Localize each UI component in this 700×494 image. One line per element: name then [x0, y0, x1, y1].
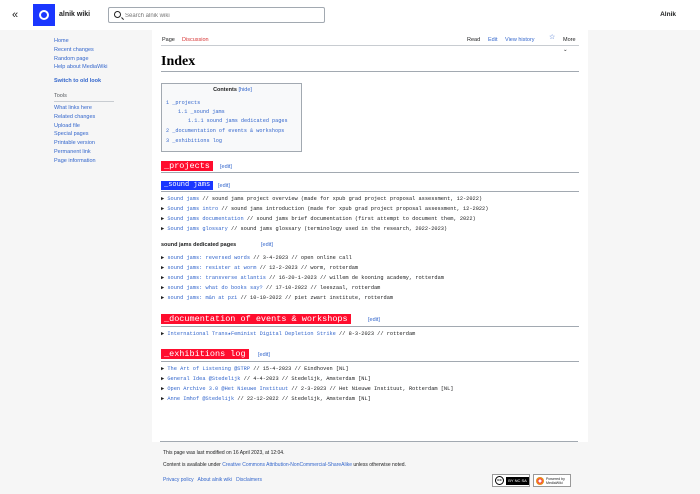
list-item-link[interactable]: Anne Imhof @Stedelijk [167, 396, 235, 402]
list-item-link[interactable]: sound jams: transverse atlantis [167, 275, 266, 281]
site-logo[interactable] [33, 4, 55, 26]
list-item-text: // 10-10-2022 // piet zwart institute, rotterdam [237, 295, 394, 301]
tab-discussion[interactable]: Discussion [182, 37, 209, 43]
list-item-link[interactable]: Sound jams intro [167, 206, 219, 212]
list-item: ▶ sound jams: reversed words // 3-4-2023 // open online call [161, 255, 352, 261]
sidebar-item-recent-changes[interactable]: Recent changes [54, 46, 94, 53]
list-item-text: // 2-3-2023 // Het Nieuwe Instituut, Rotterdam [NL] [288, 386, 454, 392]
edit-section-link[interactable]: [edit] [368, 317, 380, 323]
license-link[interactable]: Creative Commons Attribution-NonCommercial-ShareAlike [222, 462, 352, 468]
toc-item[interactable]: 1.1.1 sound jams dedicated pages [188, 118, 288, 124]
sidebar-item-upload-file[interactable]: Upload file [54, 122, 80, 129]
sidebar-item-page-information[interactable]: Page information [54, 157, 96, 164]
toc-item[interactable]: 1 _projects [166, 100, 201, 106]
section-divider [161, 191, 579, 192]
footer-divider [160, 441, 578, 442]
cc-logo-icon: cc [495, 476, 504, 485]
toc-item[interactable]: 2 _documentation of events & workshops [166, 128, 285, 134]
license-text [163, 462, 406, 468]
site-name[interactable]: alnik wiki [59, 11, 91, 18]
list-item-text: // 3-4-2023 // open online call [250, 255, 352, 261]
list-item-text: // sound jams brief documentation (first attempt to document them, 2022) [243, 216, 476, 222]
license-suffix: unless otherwise noted. [352, 462, 406, 468]
subsubsection-heading-dedicated: sound jams dedicated pages [161, 242, 237, 248]
title-divider [161, 71, 579, 72]
table-of-contents [161, 83, 302, 152]
list-item: ▶ Anne Imhof @Stedelijk // 22-12-2022 // Stedelijk, Amsterdam [NL] [161, 396, 371, 402]
list-item-text: // 15-4-2023 // Eindhoven [NL] [250, 366, 349, 372]
sidebar-item-related-changes[interactable]: Related changes [54, 113, 96, 120]
section-divider [161, 361, 579, 362]
list-item-text: // 16-20-1-2023 // willem de kooning academy, rotterdam [265, 275, 444, 281]
list-item: ▶ sound jams: m&n at pzi // 10-10-2022 // piet zwart institute, rotterdam [161, 295, 394, 301]
tab-read[interactable]: Read [466, 35, 481, 46]
list-item-text: // 17-10-2022 // leeszaal, rotterdam [262, 285, 381, 291]
list-item: ▶ The Art of Listening @STRP // 15-4-2023 // Eindhoven [NL] [161, 366, 349, 372]
list-item-text: // 22-12-2022 // Stedelijk, Amsterdam [NL] [234, 396, 371, 402]
top-bar [0, 0, 700, 30]
toc-hide-toggle[interactable]: [hide] [238, 87, 252, 93]
privacy-policy-link[interactable]: Privacy policy [163, 477, 194, 483]
list-item: ▶ sound jams: resister at worm // 12-2-2023 // worm, rotterdam [161, 265, 359, 271]
section-heading-projects: _projects [161, 161, 213, 171]
last-modified-text: This page was last modified on 16 April 2023, at 12:04. [163, 450, 285, 456]
footer-links [163, 477, 262, 483]
list-item-text: // sound jams project overview (made for xpub grad project proposal assessment, 12-2022) [199, 196, 483, 202]
sidebar-item-home[interactable]: Home [54, 38, 69, 44]
edit-section-link[interactable]: [edit] [258, 352, 270, 358]
list-item-link[interactable]: sound jams: resister at worm [167, 265, 257, 271]
list-item: ▶ sound jams: transverse atlantis // 16-20-1-2023 // willem de kooning academy, rotterdam [161, 275, 444, 281]
sidebar-item-random-page[interactable]: Random page [54, 55, 89, 62]
list-item: ▶ sound jams: what do books say? // 17-10-2022 // leeszaal, rotterdam [161, 285, 381, 291]
more-menu[interactable]: More ⌄ [563, 37, 576, 53]
list-item: ▶ Open Archive 3.0 @Het Nieuwe Instituut // 2-3-2023 // Het Nieuwe Instituut, Rotterdam [NL] [161, 386, 454, 392]
list-item: ▶ Sound jams // sound jams project overview (made for xpub grad project proposal assessment, 12-2022) [161, 196, 483, 202]
section-heading-documentation: _documentation of events & workshops [161, 314, 351, 324]
mediawiki-logo-icon [536, 477, 544, 485]
powered-by-mediawiki-badge[interactable] [533, 474, 571, 487]
sidebar-item-permanent-link[interactable]: Permanent link [54, 148, 91, 155]
list-item: ▶ General Idea @Stedelijk // 4-4-2023 // Stedelijk, Amsterdam [NL] [161, 376, 371, 382]
list-item-text: // sound jams introduction (made for xpub grad project proposal assessment, 12-2022) [218, 206, 489, 212]
toc-item[interactable]: 3 _exhibitions log [166, 138, 223, 144]
edit-section-link[interactable]: [edit] [220, 164, 232, 170]
tab-page[interactable]: Page [161, 35, 176, 46]
toc-title: Contents [213, 87, 237, 93]
edit-section-link[interactable]: [edit] [218, 183, 230, 189]
list-item-link[interactable]: International Trans★Feminist Digital Depletion Strike [167, 331, 336, 337]
sidebar-item-what-links-here[interactable]: What links here [54, 104, 92, 111]
list-item-link[interactable]: sound jams: what do books say? [167, 285, 263, 291]
toc-heading [162, 87, 303, 93]
list-item-link[interactable]: Sound jams documentation [167, 216, 244, 222]
list-item: ▶ Sound jams documentation // sound jams brief documentation (first attempt to document them, 2022) [161, 216, 476, 222]
tabs-divider [161, 45, 579, 46]
toc-item[interactable]: 1.1 _sound jams [178, 109, 225, 115]
about-link[interactable]: About alnik wiki [197, 477, 232, 483]
list-item-link[interactable]: Sound jams [167, 196, 200, 202]
cc-license-badge[interactable] [492, 474, 530, 487]
section-heading-exhibitions: _exhibitions log [161, 349, 249, 359]
list-item: ▶ Sound jams intro // sound jams introduction (made for xpub grad project proposal assessment, 12-2022) [161, 206, 489, 212]
sidebar-item-printable-version[interactable]: Printable version [54, 140, 95, 147]
subsection-heading-sound-jams: _sound jams [161, 181, 213, 190]
sidebar-item-help[interactable]: Help about MediaWiki [54, 64, 108, 71]
list-item-link[interactable]: Sound jams glossary [167, 226, 228, 232]
logo-ring-icon [39, 10, 49, 20]
edit-section-link[interactable]: [edit] [261, 242, 273, 248]
search-icon [114, 11, 121, 18]
list-item: ▶ International Trans★Feminist Digital Depletion Strike // 8-3-2023 // rotterdam [161, 331, 416, 337]
user-link[interactable]: Alnik [660, 11, 676, 18]
page-title: Index [161, 54, 196, 69]
collapse-sidebar-icon[interactable]: « [12, 9, 16, 21]
cc-badge-text: BY NC SA [506, 477, 529, 485]
list-item-link[interactable]: Open Archive 3.0 @Het Nieuwe Instituut [167, 386, 289, 392]
disclaimers-link[interactable]: Disclaimers [236, 477, 262, 483]
search-input[interactable] [125, 10, 315, 21]
list-item-text: // 12-2-2023 // worm, rotterdam [256, 265, 359, 271]
list-item-link[interactable]: sound jams: reversed words [167, 255, 251, 261]
tab-edit[interactable]: Edit [488, 37, 498, 43]
mediawiki-badge-text: Powered by MediaWiki [546, 477, 565, 485]
list-item-link[interactable]: General Idea @Stedelijk [167, 376, 241, 382]
list-item-link[interactable]: The Art of Listening @STRP [167, 366, 251, 372]
switch-old-look-link[interactable]: Switch to old look [54, 78, 102, 85]
list-item-text: // sound jams glossary (terminology used in the research, 2022-2023) [227, 226, 448, 232]
list-item-text: // 4-4-2023 // Stedelijk, Amsterdam [NL] [240, 376, 371, 382]
sidebar [54, 37, 144, 166]
tools-divider [54, 101, 114, 102]
tools-heading: Tools [54, 92, 67, 99]
list-item-text: // 8-3-2023 // rotterdam [335, 331, 416, 337]
license-prefix: Content is available under [163, 462, 223, 468]
section-divider [161, 172, 579, 173]
tab-view-history[interactable]: View history [505, 37, 535, 43]
list-item-link[interactable]: sound jams: m&n at pzi [167, 295, 238, 301]
section-divider [161, 326, 579, 327]
list-item: ▶ Sound jams glossary // sound jams glossary (terminology used in the research, 2022-2023) [161, 226, 448, 232]
sidebar-item-special-pages[interactable]: Special pages [54, 131, 89, 138]
content-area [152, 29, 588, 442]
search-box[interactable] [108, 7, 325, 23]
watch-star-icon[interactable]: ☆ [549, 34, 556, 41]
